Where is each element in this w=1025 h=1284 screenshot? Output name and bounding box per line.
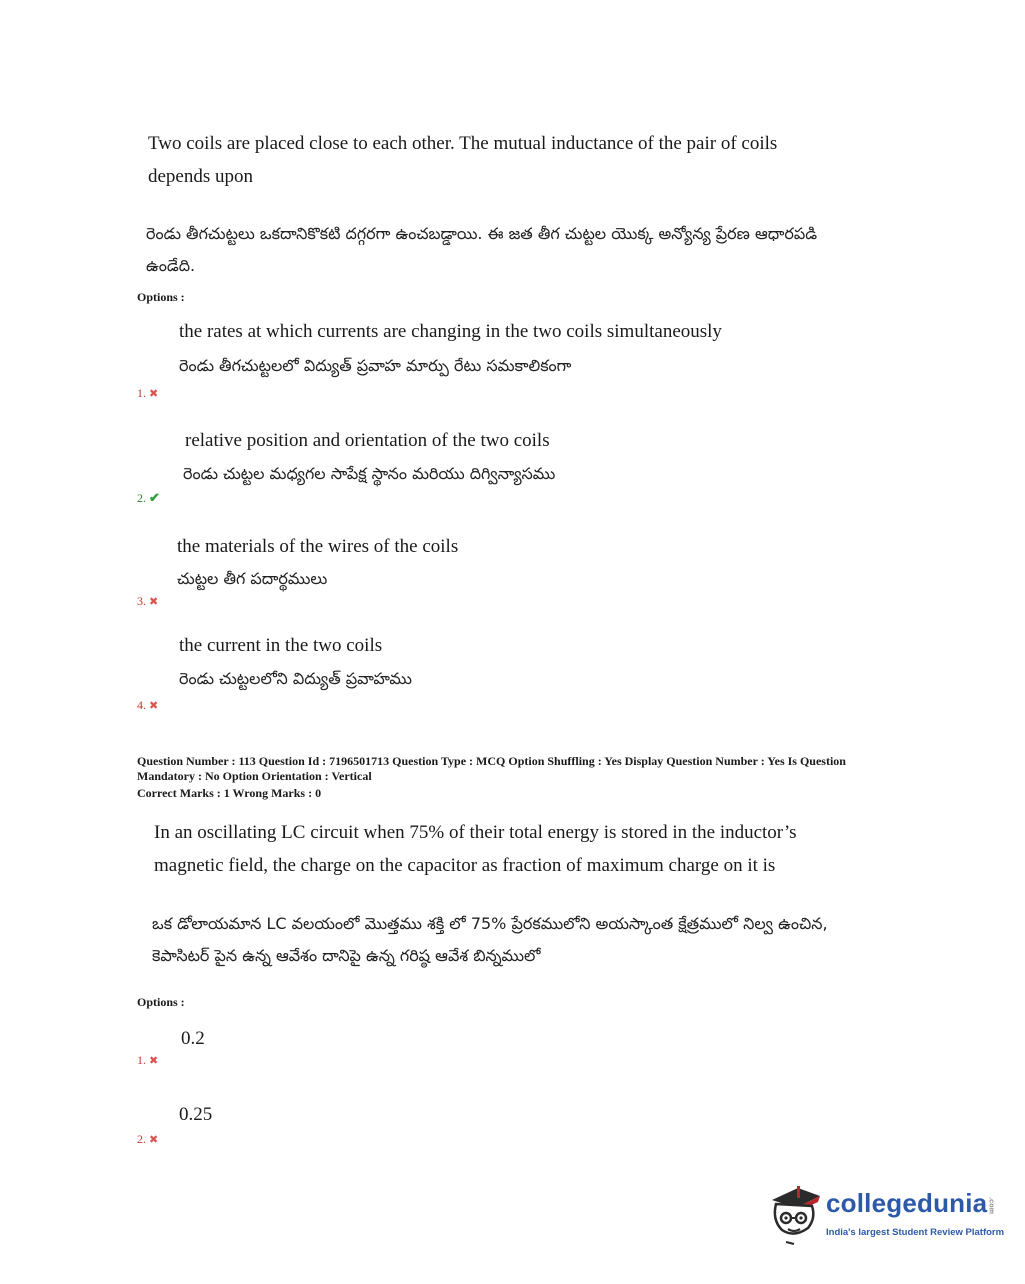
collegedunia-mascot-icon (768, 1180, 824, 1246)
option-text-te: రెండు చుట్టలలోని విద్యుత్ ప్రవాహము (179, 669, 412, 688)
option-text-en: relative position and orientation of the two coils (185, 430, 550, 451)
options-label: Options : (137, 290, 185, 304)
option-text-en: the rates at which currents are changing in the two coils simultaneously (179, 321, 722, 342)
option-text-te: రెండు చుట్టల మధ్యగల సాపేక్ష స్థానం మరియు దిగ్విన్యాసము (183, 464, 556, 483)
options-label: Options : (137, 995, 185, 1009)
option-number: 3. ✖ (137, 594, 159, 608)
question-text-te: ఒక డోలాయమాన LC వలయంలో మొత్తము శక్తి లో 75% ప్రేరకములోని అయస్కాంత క్షేత్రములో నిల్వ ఉంచిన, కెపాసిటర్ పైన ఉన్న ఆవేశం దానిపై ఉన్న గరిష్ఠ ఆవేశ బిన్నములో (152, 914, 828, 965)
option-number: 1. ✖ (137, 1053, 159, 1067)
logo-suffix: .com (987, 1196, 995, 1214)
option-text-en: the current in the two coils (179, 635, 383, 656)
option-text-te: చుట్టల తీగ పదార్థములు (177, 569, 328, 588)
cross-icon: ✖ (149, 388, 159, 400)
cross-icon: ✖ (149, 596, 159, 608)
question-text-en: In an oscillating LC circuit when 75% of their total energy is stored in the inductor’s magnetic field, the charge on the capacitor as fraction of maximum charge on it is (154, 822, 797, 876)
check-icon: ✔ (149, 490, 160, 505)
option-number: 2. ✖ (137, 1132, 159, 1146)
question-meta: Question Number : 113 Question Id : 7196501713 Question Type : MCQ Option Shuffling : Yes Display Question Number : Yes Is Question Mandatory : No Option Orientation : Vertical (137, 754, 846, 783)
question-text-te: రెండు తీగచుట్టలు ఒకదానికొకటి దగ్గరగా ఉంచబడ్డాయి. ఈ జత తీగ చుట్టల యొక్క అన్యోన్య ప్రేరణ ఆధారపడి ఉండేది. (146, 224, 818, 275)
cross-icon: ✖ (149, 1134, 159, 1146)
option-number: 4. ✖ (137, 698, 159, 712)
logo-wordmark: collegedunia.com (826, 1188, 995, 1218)
option-text-te: రెండు తీగచుట్టలలో విద్యుత్ ప్రవాహ మార్పు రేటు సమకాలికంగా (179, 356, 572, 375)
cross-icon: ✖ (149, 1055, 159, 1067)
logo-tagline: India's largest Student Review Platform (826, 1227, 1005, 1238)
cross-icon: ✖ (149, 700, 159, 712)
option-value: 0.25 (179, 1104, 213, 1125)
option-number: 1. ✖ (137, 386, 159, 400)
question-marks: Correct Marks : 1 Wrong Marks : 0 (137, 786, 322, 800)
option-value: 0.2 (181, 1028, 205, 1049)
option-number: 2. ✔ (137, 490, 160, 505)
question-text-en: Two coils are placed close to each other. The mutual inductance of the pair of coils depends upon (148, 133, 778, 187)
option-text-en: the materials of the wires of the coils (177, 536, 459, 557)
